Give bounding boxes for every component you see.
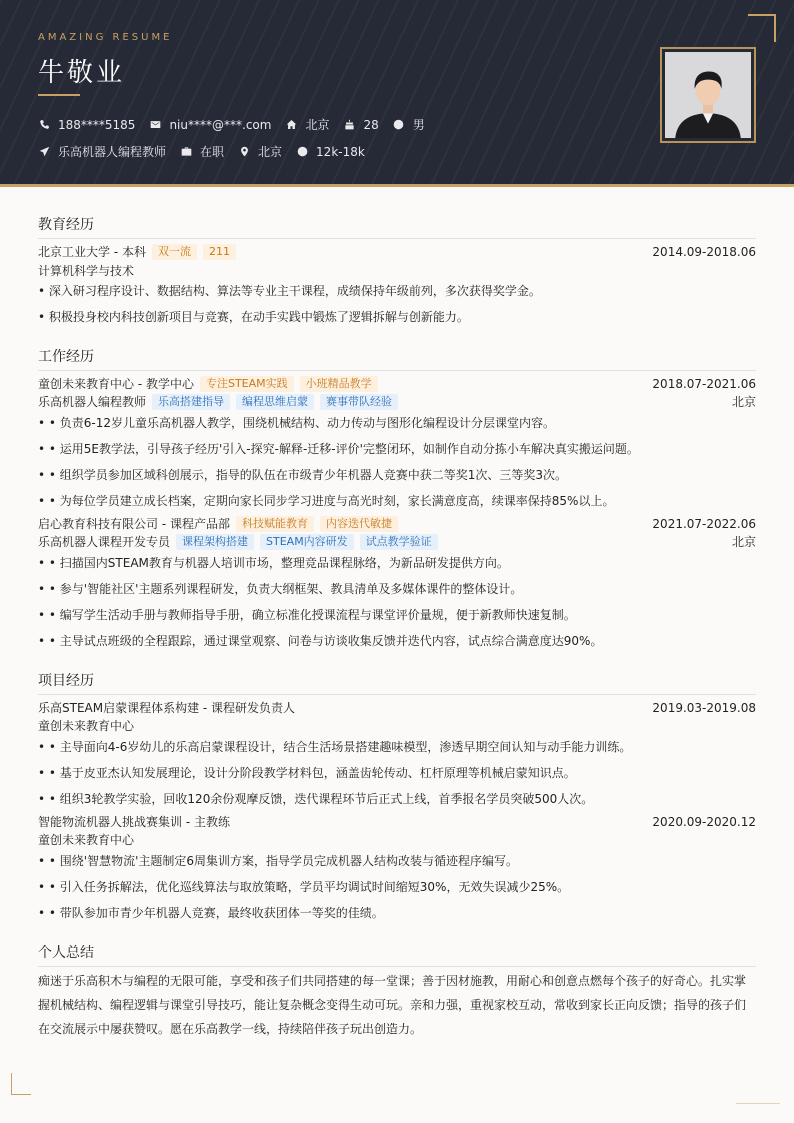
work-city: 北京 xyxy=(731,395,756,409)
education-school-row xyxy=(38,243,756,260)
work-bullet: • • 编写学生活动手册与教师指导手册，确立标准化授课流程与课堂评价量规，便于新教师快速复制。 xyxy=(38,608,576,622)
summary-line: 握机械结构、编程逻辑与课堂引导技巧，能让复杂概念变得生动可玩。亲和力强，重视家校互动，常收到家长正向反馈；指导的孩子们 xyxy=(38,998,747,1012)
candidate-name: 牛敬业 xyxy=(38,58,126,88)
education-section-title: 教育经历 xyxy=(38,214,756,239)
summary-section-title: 个人总结 xyxy=(38,942,756,967)
project-bullet: • • 基于皮亚杰认知发展理论，设计分阶段教学材料包，涵盖齿轮传动、杠杆原理等机械启蒙知识点。 xyxy=(38,766,576,780)
work-city: 北京 xyxy=(731,535,756,549)
education-major xyxy=(38,262,756,279)
education-bullet: • 深入研习程序设计、数据结构、算法等专业主干课程，成绩保持年级前列，多次获得奖学金。 xyxy=(38,284,541,298)
project-name: 乐高STEAM启蒙课程体系构建 - 课程研发负责人 xyxy=(38,701,296,715)
education-major-text: 计算机科学与技术 xyxy=(38,264,135,278)
contact-email xyxy=(149,118,271,132)
work-role-row xyxy=(38,393,756,410)
contact-row xyxy=(38,116,439,133)
work-role-tag: 赛事带队经验 xyxy=(320,394,398,410)
work-role-tag: 课程架构搭建 xyxy=(176,534,254,550)
summary-text xyxy=(38,969,756,1041)
work-company: 童创未来教育中心 - 教学中心 xyxy=(38,377,194,391)
send-icon xyxy=(38,146,50,158)
avatar-frame xyxy=(660,47,756,143)
job-status-text: 在职 xyxy=(200,145,225,159)
work-bullet: • • 运用5E教学法，引导孩子经历'引入-探究-解释-迁移-评价'完整闭环，如制作自动分拣小车解决真实搬运问题。 xyxy=(38,442,639,456)
education-bullet: • 积极投身校内科技创新项目与竞赛，在动手实践中锻炼了逻辑拆解与创新能力。 xyxy=(38,310,469,324)
job-intent-row xyxy=(38,143,379,160)
job-salary xyxy=(296,145,365,159)
contact-gender-text: 男 xyxy=(412,118,425,132)
project-date: 2019.03-2019.08 xyxy=(652,700,756,715)
contact-phone xyxy=(38,118,135,132)
work-bullet: • • 参与'智能社区'主题系列课程研发，负责大纲框架、教具清单及多媒体课件的整体设计。 xyxy=(38,582,523,596)
summary-line: 痴迷于乐高积木与编程的无限可能，享受和孩子们共同搭建的每一堂课；善于因材施教，用耐心和创意点燃每个孩子的好奇心。扎实掌 xyxy=(38,974,747,988)
work-role-tag: 编程思维启蒙 xyxy=(236,394,314,410)
avatar xyxy=(665,52,751,138)
contact-home-text: 北京 xyxy=(305,118,330,132)
location-pin-icon xyxy=(238,146,250,158)
corner-decoration xyxy=(11,1073,31,1095)
header-accent-line xyxy=(0,184,794,187)
home-icon xyxy=(285,119,297,131)
projects-section-title: 项目经历 xyxy=(38,670,756,695)
education-school: 北京工业大学 - 本科 xyxy=(38,245,146,259)
gender-icon xyxy=(393,119,405,131)
work-bullet: • • 为每位学员建立成长档案，定期向家长同步学习进度与高光时刻，家长满意度高，续课率保持85%以上。 xyxy=(38,494,615,508)
name-underline xyxy=(38,94,80,96)
contact-home xyxy=(285,116,329,133)
contact-age-text: 28 xyxy=(363,117,379,132)
project-bullet: • • 组织3轮教学实验，回收120余份观摩反馈，迭代课程环节后正式上线，首季报名学员突破500人次。 xyxy=(38,792,594,806)
avatar-portrait xyxy=(665,52,751,138)
work-date: 2018.07-2021.06 xyxy=(652,376,756,391)
project-org-row xyxy=(38,717,756,734)
work-bullet: • • 主导试点班级的全程跟踪，通过课堂观察、问卷与访谈收集反馈并迭代内容，试点综合满意度达90%。 xyxy=(38,634,603,648)
contact-age xyxy=(343,118,378,132)
job-title-text: 乐高机器人编程教师 xyxy=(58,145,167,159)
project-date: 2020.09-2020.12 xyxy=(652,814,756,829)
job-city-text: 北京 xyxy=(258,145,283,159)
work-date: 2021.07-2022.06 xyxy=(652,516,756,531)
job-salary-text: 12k-18k xyxy=(316,144,365,159)
work-company-tag: 科技赋能教育 xyxy=(236,516,314,532)
contact-email-text: niu****@***.com xyxy=(169,117,272,132)
work-role: 乐高机器人编程教师 xyxy=(38,395,147,409)
cake-icon xyxy=(343,119,355,131)
project-org: 童创未来教育中心 xyxy=(38,719,135,733)
work-role: 乐高机器人课程开发专员 xyxy=(38,535,171,549)
work-company: 启心教育科技有限公司 - 课程产品部 xyxy=(38,517,230,531)
work-company-row xyxy=(38,515,756,532)
mail-icon xyxy=(149,119,161,131)
work-company-row xyxy=(38,375,756,392)
project-bullet: • • 围绕'智慧物流'主题制定6周集训方案，指导学员完成机器人结构改装与循迹程序编写。 xyxy=(38,854,519,868)
project-row xyxy=(38,813,756,830)
work-company-tag: 内容迭代敏捷 xyxy=(320,516,398,532)
education-tag: 双一流 xyxy=(152,244,197,260)
work-bullet: • • 负责6-12岁儿童乐高机器人教学，围绕机械结构、动力传动与图形化编程设计分层课堂内容。 xyxy=(38,416,556,430)
summary-line: 在交流展示中屡获赞叹。愿在乐高教学一线，持续陪伴孩子玩出创造力。 xyxy=(38,1022,423,1036)
project-name: 智能物流机器人挑战赛集训 - 主教练 xyxy=(38,815,230,829)
work-bullet: • • 组织学员参加区域科创展示，指导的队伍在市级青少年机器人竞赛中获二等奖1次、三等奖3次。 xyxy=(38,468,568,482)
project-bullet: • • 带队参加市青少年机器人竞赛，最终收获团体一等奖的佳绩。 xyxy=(38,906,384,920)
work-company-tag: 小班精品教学 xyxy=(300,376,378,392)
job-city xyxy=(238,143,282,160)
project-org-row xyxy=(38,831,756,848)
job-status xyxy=(180,143,224,160)
work-role-row xyxy=(38,533,756,550)
work-role-tag: 乐高搭建指导 xyxy=(152,394,230,410)
project-bullet: • • 主导面向4-6岁幼儿的乐高启蒙课程设计，结合生活场景搭建趣味模型，渗透早期空间认知与动手能力训练。 xyxy=(38,740,632,754)
education-date: 2014.09-2018.06 xyxy=(652,244,756,259)
contact-gender xyxy=(393,116,425,133)
work-role-tag: 试点教学验证 xyxy=(360,534,438,550)
briefcase-icon xyxy=(180,146,192,158)
footer-line xyxy=(736,1103,780,1104)
resume-header xyxy=(0,0,794,184)
resume-kicker: AMAZING RESUME xyxy=(38,32,173,43)
corner-decoration xyxy=(748,14,776,42)
work-role-tag: STEAM内容研发 xyxy=(260,534,354,550)
work-bullet: • • 扫描国内STEAM教育与机器人培训市场，整理竞品课程脉络，为新品研发提供方向。 xyxy=(38,556,509,570)
education-tag: 211 xyxy=(203,244,236,260)
work-section-title: 工作经历 xyxy=(38,346,756,371)
job-title xyxy=(38,143,166,160)
project-org: 童创未来教育中心 xyxy=(38,833,135,847)
project-row xyxy=(38,699,756,716)
money-icon xyxy=(296,146,308,158)
work-company-tag: 专注STEAM实践 xyxy=(200,376,294,392)
contact-phone-text: 188****5185 xyxy=(58,117,136,132)
project-bullet: • • 引入任务拆解法，优化巡线算法与取放策略，学员平均调试时间缩短30%，无效失误减少25%。 xyxy=(38,880,570,894)
phone-icon xyxy=(38,119,50,131)
